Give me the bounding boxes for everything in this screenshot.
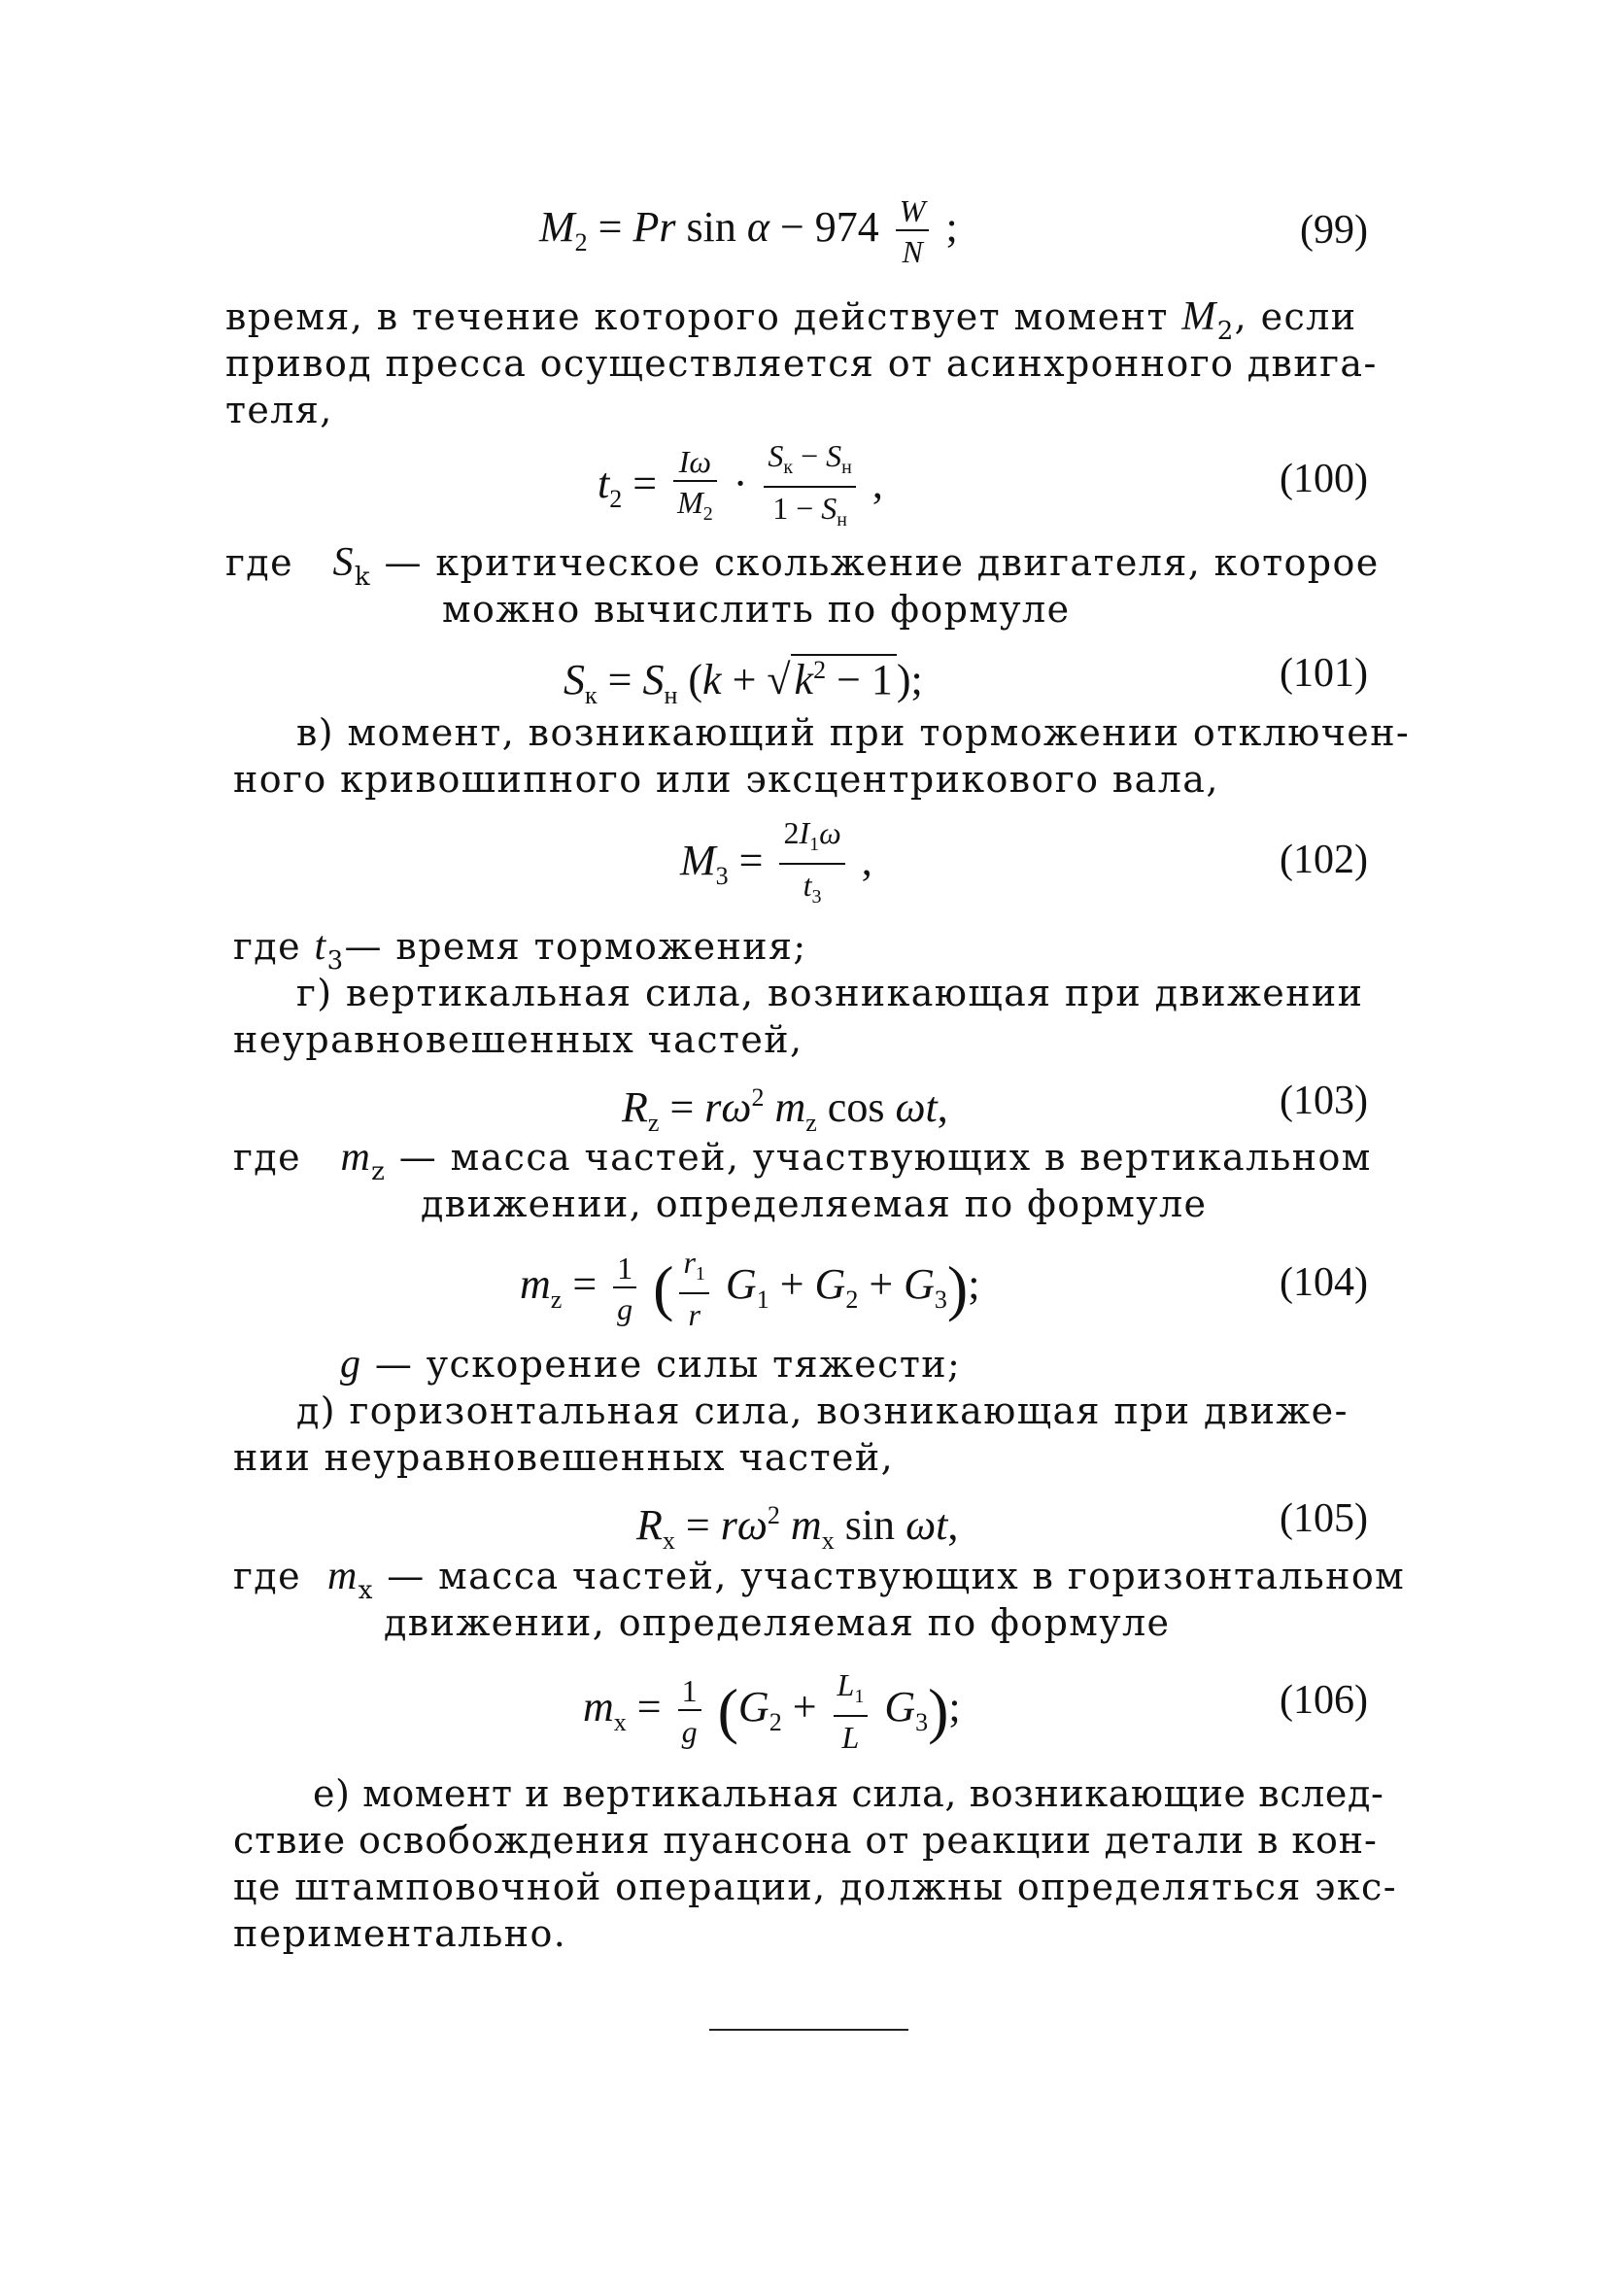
end-rule [709, 2029, 908, 2031]
formula-103: $R_z = r\omega^2$ $m_z$ cos ωt, [622, 1083, 948, 1137]
paragraph-line: нии неуравновешенных частей, [233, 1436, 895, 1479]
paragraph-line: периментально. [233, 1912, 567, 1955]
paragraph-line: привод пресса осуществляется от асинхронного двига- [225, 342, 1378, 385]
formula-102: $M_3$ = $\frac{2I_1\omega}{t_3}$ , [680, 814, 872, 915]
paragraph-line: д) горизонтальная сила, возникающая при движе- [296, 1389, 1349, 1432]
paragraph-line: время, в течение которого действует момент $M_2$, если [225, 294, 1357, 346]
formula-number: (105) [1280, 1496, 1368, 1541]
where-clause-cont: движении, определяемая по формуле [421, 1182, 1208, 1225]
formula-100: $t_2$ = $\frac{I\omega}{M_2}$ · $\frac{S_к - S_н}{1 - S_н}$ , [598, 437, 883, 538]
formula-number: (99) [1300, 208, 1368, 253]
paragraph-line: ного кривошипного или эксцентрикового вала, [233, 758, 1219, 801]
formula-106: $m_x$ = $\frac{1}{g}$ ($G_2$ + $\frac{L_1}{L}$ $G_3$); [583, 1667, 961, 1755]
where-clause: где $t_3—$ время торможения; [233, 924, 807, 976]
where-clause: где $m_z$ — масса частей, участвующих в вертикальном [233, 1135, 1372, 1186]
formula-99: $M_2 = Pr$ sin α − 974 $\frac{W}{N}$ ; [539, 193, 958, 269]
formula-number: (104) [1280, 1260, 1368, 1305]
formula-number: (106) [1280, 1678, 1368, 1723]
paragraph-line: г) вертикальная сила, возникающая при движении [296, 972, 1364, 1014]
paragraph-line: це штамповочной операции, должны определяться экс- [233, 1866, 1397, 1908]
formula-number: (101) [1280, 651, 1368, 696]
where-clause-cont: движении, определяемая по формуле [384, 1601, 1171, 1644]
formula-number: (103) [1280, 1079, 1368, 1123]
where-clause: где $m_x$ — масса частей, участвующих в горизонтальном [233, 1554, 1406, 1605]
formula-101: $S_к = S_н$ $(k + √k^2 - 1)$; [564, 656, 923, 709]
paragraph-line: ствие освобождения пуансона от реакции детали в кон- [233, 1819, 1378, 1862]
formula-number: (100) [1280, 457, 1368, 501]
formula-104: $m_z$ = $\frac{1}{g}$ ( $\frac{r_1}{r}$ $G_1 + G_2 + G_3$); [520, 1245, 980, 1332]
paragraph-line: неуравновешенных частей, [233, 1018, 803, 1061]
formula-number: (102) [1280, 838, 1368, 882]
paragraph-line: в) момент, возникающий при торможении отключен- [296, 711, 1411, 754]
paragraph-line: е) момент и вертикальная сила, возникающие вслед- [313, 1772, 1384, 1815]
paragraph-line: теля, [225, 389, 333, 431]
where-clause: где $S_k$ — критическое скольжение двигателя, которое [225, 540, 1380, 592]
formula-105: $R_x = r\omega^2$ $m_x$ sin ωt, [636, 1501, 959, 1555]
where-clause-cont: можно вычислить по формуле [442, 588, 1071, 631]
where-clause: g — ускорение силы тяжести; [340, 1342, 962, 1387]
